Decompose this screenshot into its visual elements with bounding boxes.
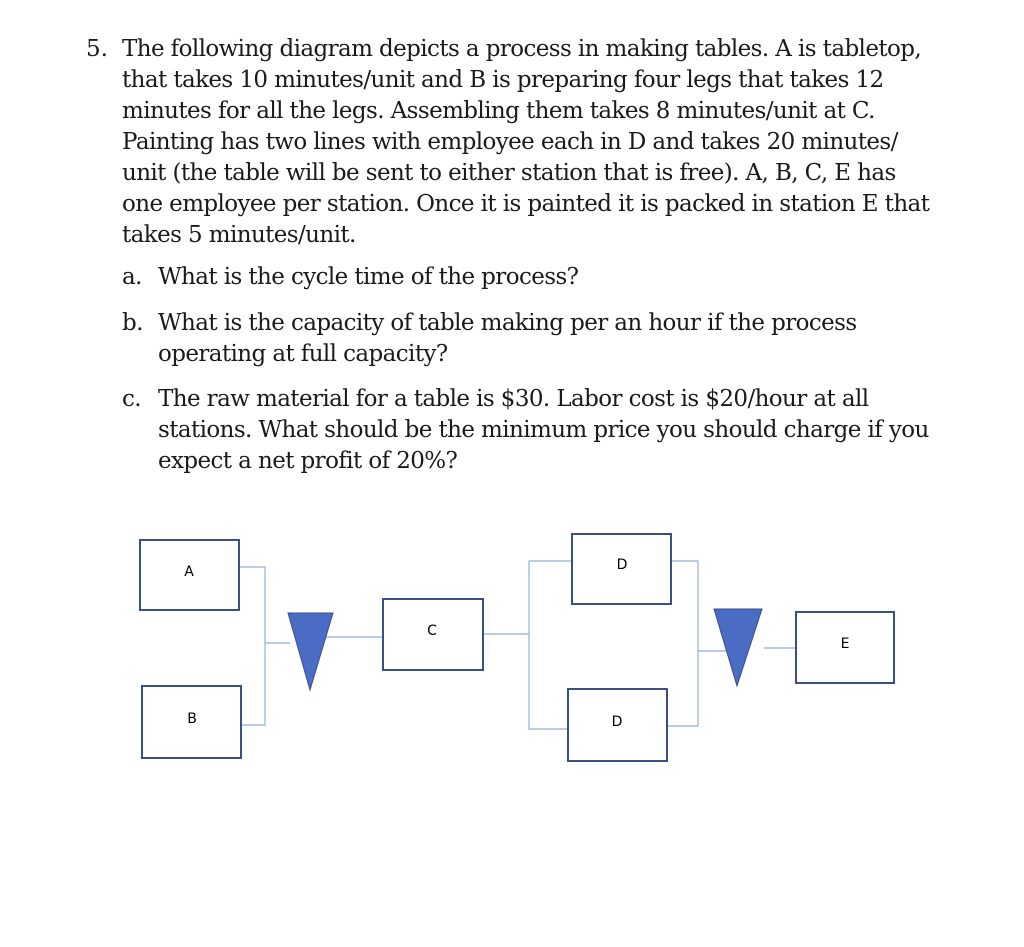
subquestion-line: What is the cycle time of the process? <box>158 264 579 290</box>
station-a-label: A <box>184 564 194 580</box>
question-line: The following diagram depicts a process in making tables. A is tabletop, <box>122 36 922 62</box>
station-e-label: E <box>840 636 850 652</box>
station-d-bottom-label: D <box>611 714 623 730</box>
subquestion-line: What is the capacity of table making per an hour if the process <box>158 310 857 336</box>
subquestion-line: expect a net profit of 20%? <box>158 448 458 474</box>
connector-d-bottom-out <box>667 651 698 726</box>
subquestion-line: stations. What should be the minimum price you should charge if you <box>158 417 929 443</box>
connector-b <box>241 643 265 725</box>
question-line: that takes 10 minutes/unit and B is preparing four legs that takes 12 <box>122 67 884 93</box>
question-line: minutes for all the legs. Assembling them takes 8 minutes/unit at C. <box>122 98 875 124</box>
connector-split-d-bottom <box>529 634 567 729</box>
connector-d-top-out <box>671 561 698 651</box>
process-diagram <box>0 520 1024 780</box>
station-b-label: B <box>187 711 197 727</box>
subquestion-line: The raw material for a table is $30. Labor cost is $20/hour at all <box>158 386 869 412</box>
subquestion-text <box>158 262 978 293</box>
subquestion-letter: c. <box>122 386 141 412</box>
station-c-label: C <box>427 623 437 639</box>
connector-a <box>239 567 265 643</box>
subquestion-text <box>158 384 978 477</box>
subquestion-line: operating at full capacity? <box>158 341 448 367</box>
question-line: takes 5 minutes/unit. <box>122 222 356 248</box>
question-line: Painting has two lines with employee each in D and takes 20 minutes/ <box>122 129 898 155</box>
question-number: 5. <box>86 36 108 62</box>
subquestion-text <box>158 308 978 370</box>
question-text <box>122 34 952 251</box>
inventory-buffer-2-icon <box>714 609 762 686</box>
question-line: one employee per station. Once it is painted it is packed in station E that <box>122 191 930 217</box>
subquestion-letter: b. <box>122 310 143 336</box>
question-line: unit (the table will be sent to either station that is free). A, B, C, E has <box>122 160 896 186</box>
inventory-buffer-1-icon <box>288 613 333 690</box>
subquestion-letter: a. <box>122 264 142 290</box>
connector-split-d-top <box>529 561 571 634</box>
station-d-top-label: D <box>616 557 628 573</box>
